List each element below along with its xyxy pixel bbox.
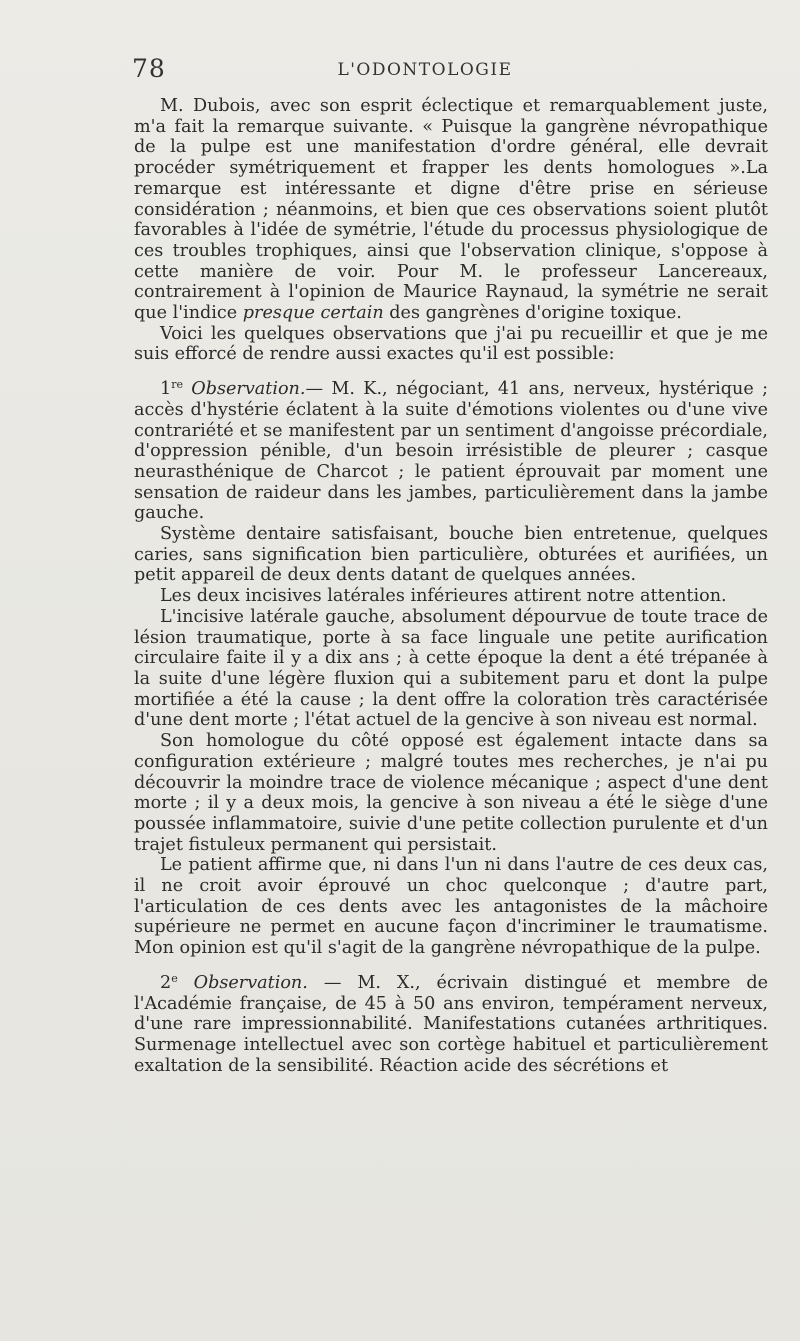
paragraph: Voici les quelques observations que j'ai pu recueillir et que je me suis efforcé de rendre aussi exactes qu'il est possible: bbox=[134, 323, 768, 365]
observation-text: — M. X., écrivain distingué et membre de l'Académie française, de 45 à 50 ans environ, tempérament nerveux, d'une rare impressionnabilité. Manifestations cutanées arthritiques. Surmenage intellectuel avec son cortège habituel et particulièrement exaltation de la sensibilité. Réaction acide des sécrétions et bbox=[134, 972, 768, 1076]
observation-label: Observation. bbox=[191, 379, 306, 400]
ordinal-suffix: re bbox=[171, 378, 183, 392]
observation-number: 1 bbox=[160, 379, 172, 400]
paragraph-text: M. Dubois, avec son esprit éclectique et remarquablement juste, m'a fait la remarque suivante. « Puisque la gangrène névropathique de la pulpe est une manifestation d'ordre général, elle devrait procéder symétriquement et frapper les dents homologues ».La remarque est intéressante et digne d'être prise en sérieuse considération ; néanmoins, et bien que ces observations soient plutôt favorables à l'idée de symétrie, l'étude du processus physiologique de ces troubles trophiques, ainsi que l'observation clinique, s'oppose à cette manière de voir. Pour M. le professeur Lancereaux, contrairement à l'opinion de Maurice Raynaud, la symétrie ne serait que l'indice bbox=[134, 96, 768, 324]
italic-phrase: presque certain bbox=[242, 303, 384, 324]
running-title: L'ODONTOLOGIE bbox=[337, 60, 513, 80]
observation-number: 2 bbox=[160, 972, 172, 993]
paragraph: Le patient affirme que, ni dans l'un ni dans l'autre de ces deux cas, il ne croit avoir éprouvé un choc quelconque ; d'autre part, l'articulation de ces dents avec les antagonistes de la mâchoire supérieure ne permet en aucune façon d'incriminer le traumatisme. Mon opinion est qu'il s'agit de la gangrène névropathique de la pulpe. bbox=[134, 855, 768, 959]
ordinal-suffix: e bbox=[171, 971, 178, 985]
observation-label: Observation. bbox=[193, 972, 308, 993]
page-number: 78 bbox=[132, 54, 166, 83]
paragraph: Système dentaire satisfaisant, bouche bien entretenue, quelques caries, sans signification bien particulière, obturées et aurifiées, un petit appareil de deux dents datant de quelques années. bbox=[134, 524, 768, 586]
paragraph: Les deux incisives latérales inférieures attirent notre attention. bbox=[160, 586, 727, 607]
observation-text: — M. K., négociant, 41 ans, nerveux, hystérique ; accès d'hystérie éclatent à la suite d'émotions violentes ou d'une vive contrariété et se manifestent par un sentiment d'angoisse précordiale, d'oppression pénible, d'un besoin irrésistible de pleurer ; casque neurasthénique de Charcot ; le patient éprouvait par moment une sensation de raideur dans les jambes, particulièrement dans la jambe gauche. bbox=[134, 379, 768, 524]
paragraph: Son homologue du côté opposé est également intacte dans sa configuration extérieure ; malgré toutes mes recherches, je n'ai pu découvrir la moindre trace de violence mécanique ; aspect d'une dent morte ; il y a deux mois, la gencive à son niveau a été le siège d'une poussée inflammatoire, suivie d'une petite collection purulente et d'un trajet fistuleux permanent qui persistait. bbox=[134, 731, 768, 855]
paragraph-text-end: des gangrènes d'origine toxique. bbox=[383, 303, 682, 324]
observation-2 bbox=[134, 973, 768, 1077]
body-text bbox=[134, 96, 768, 1076]
paragraph: L'incisive latérale gauche, absolument dépourvue de toute trace de lésion traumatique, porte à sa face linguale une petite aurification circulaire faite il y a dix ans ; à cette époque la dent a été trépanée à la suite d'une légère fluxion qui a subitement paru et dont la pulpe mortifiée a été la cause ; la dent offre la coloration très caractérisée d'une dent morte ; l'état actuel de la gencive à son niveau est normal. bbox=[134, 606, 768, 731]
observation-1 bbox=[134, 379, 768, 524]
paragraph bbox=[134, 96, 768, 324]
